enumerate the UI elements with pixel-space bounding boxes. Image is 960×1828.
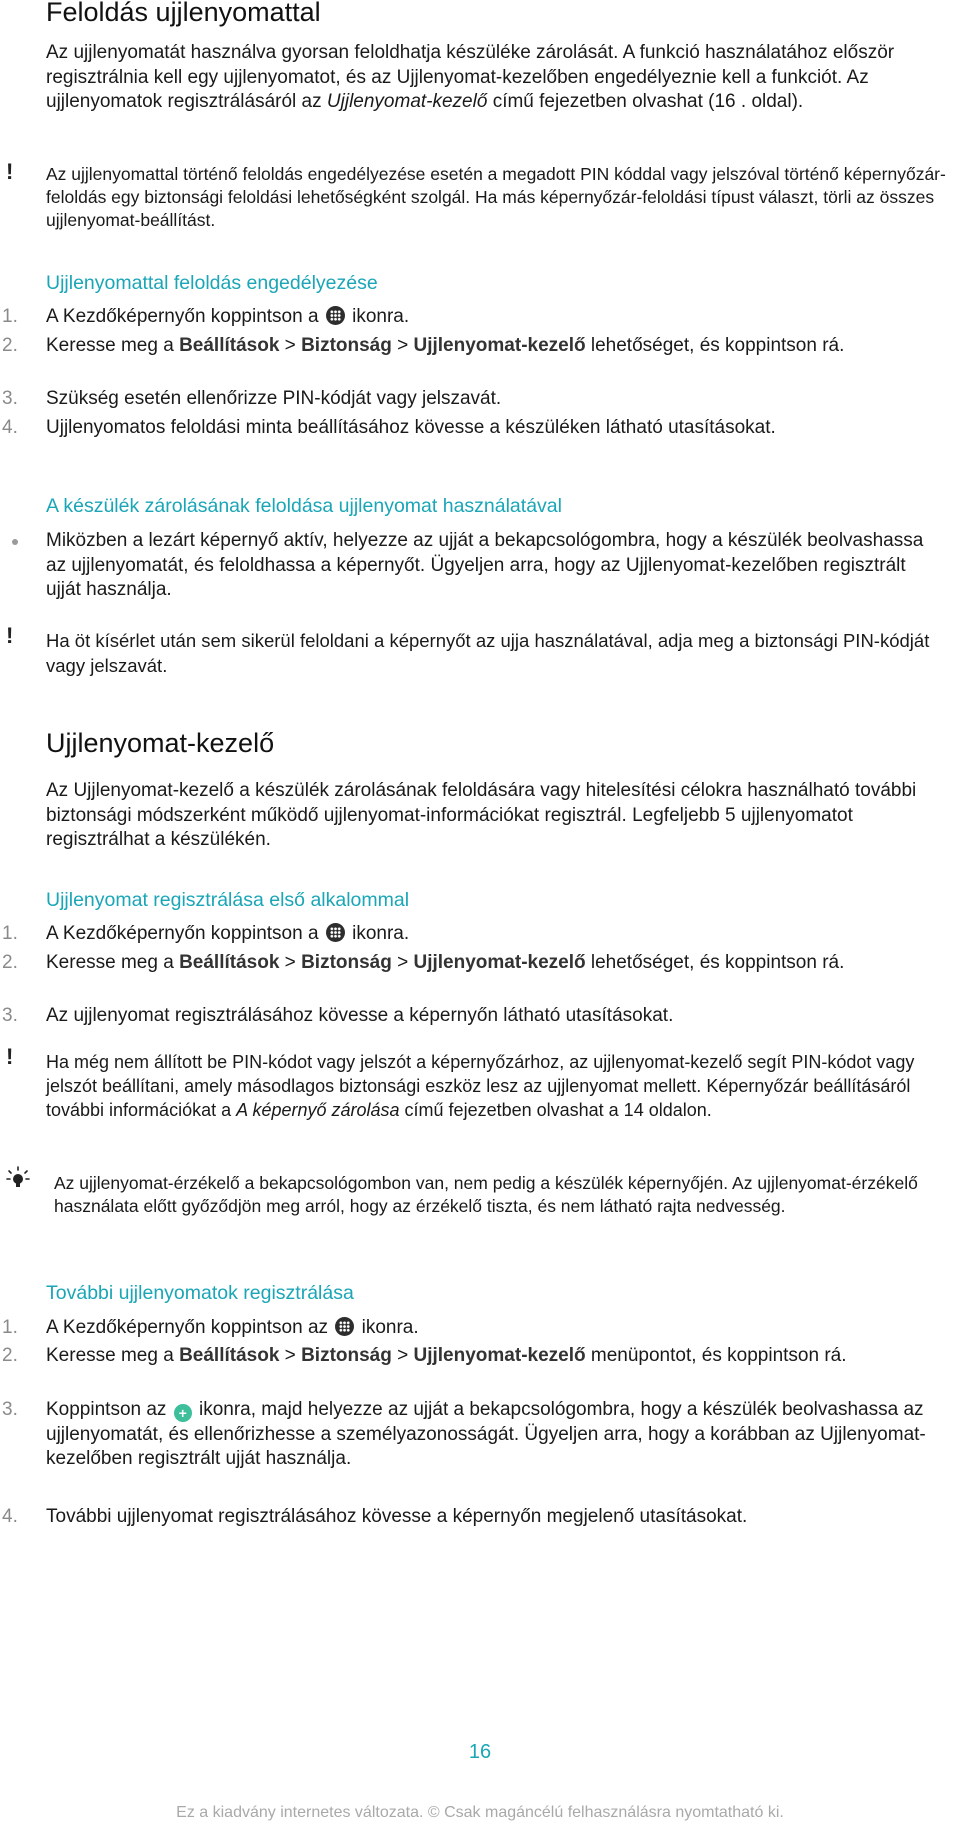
ui-path-fingerprint-manager: Ujjlenyomat-kezelő — [413, 335, 586, 356]
step-item — [46, 1344, 926, 1369]
lightbulb-icon — [6, 1166, 30, 1190]
step-number: 4. — [2, 417, 18, 438]
step-item: További ujjlenyomat regisztrálásához kövesse a képernyőn megjelenő utasításokat. — [46, 1506, 748, 1527]
step-item — [46, 305, 926, 330]
step-number: 3. — [2, 1399, 18, 1420]
step-number: 2. — [2, 952, 18, 973]
step-text: Koppintson az — [46, 1399, 172, 1420]
step-text: A Kezdőképernyőn koppintson a — [46, 306, 324, 327]
path-separator: > — [279, 335, 302, 356]
apps-grid-icon — [326, 306, 345, 325]
intro-paragraph: Az Ujjlenyomat-kezelő a készülék zárolásának feloldására vagy hitelesítési célokra használható további biztonsági módszerként működő ujjlenyomat-információkat regisztrál. Legfeljebb 5 ujjlenyomatot regisztrálhat a készülékén. — [46, 780, 917, 850]
tip-note: Az ujjlenyomat-érzékelő a bekapcsológombon van, nem pedig a készülék képernyőjén. Az ujjlenyomat-érzékelő használata előtt győződjön meg arról, hogy az érzékelő tiszta, és nem látható rajta nedvesség. — [54, 1173, 918, 1216]
subheading-unlock-with-fingerprint: A készülék zárolásának feloldása ujjlenyomat használatával — [46, 495, 562, 517]
step-number: 2. — [2, 335, 18, 356]
step-text: ikonra. — [346, 923, 410, 944]
subheading-first-registration: Ujjlenyomat regisztrálása első alkalommal — [46, 889, 410, 911]
warning-icon: ! — [6, 623, 14, 648]
step-text: lehetőséget, és koppintson rá. — [585, 335, 845, 356]
chapter-reference-link[interactable]: Ujjlenyomat-kezelő — [326, 91, 488, 112]
path-separator: > — [391, 952, 414, 973]
step-text: A Kezdőképernyőn koppintson a — [46, 923, 324, 944]
step-number: 2. — [2, 1345, 18, 1366]
ui-path-fingerprint-manager: Ujjlenyomat-kezelő — [413, 1345, 586, 1366]
step-item: Ujjlenyomatos feloldási minta beállításához kövesse a készüléken látható utasításokat. — [46, 417, 776, 438]
bullet-icon — [12, 539, 18, 545]
step-text: Keresse meg a — [46, 952, 180, 973]
ui-path-security: Biztonság — [301, 1345, 392, 1366]
step-text: lehetőséget, és koppintson rá. — [585, 952, 845, 973]
warning-text: Ha még nem állított be PIN-kódot vagy jelszót a képernyőzárhoz, az ujjlenyomat-kezelő segít PIN-kódot vagy jelszót beállítani, amely másodlagos biztonsági eszköz lesz az ujjlenyomat mellett. Képernyőzár beállításáról további információkat a — [46, 1052, 915, 1120]
step-text: ikonra. — [346, 306, 410, 327]
apps-grid-icon — [326, 923, 345, 942]
step-item — [46, 1316, 926, 1341]
plus-circle-icon: + — [174, 1404, 192, 1422]
step-item — [46, 951, 926, 976]
step-number: 3. — [2, 1005, 18, 1026]
path-separator: > — [279, 1345, 302, 1366]
intro-text-end: című fejezetben olvashat (16 . oldal). — [487, 91, 804, 112]
bullet-paragraph: Miközben a lezárt képernyő aktív, helyezze az ujját a bekapcsológombra, hogy a készülék beolvashassa az ujjlenyomatát, és feloldhassa a képernyőt. Ügyeljen arra, hogy az Ujjlenyomat-kezelőben regisztrált ujját használja. — [46, 530, 924, 600]
step-text: ikonra, majd helyezze az ujját a bekapcsológombra, hogy a készülék beolvashassa az ujjlenyomatát, és ellenőrizhesse a személyazonosságát. Ügyeljen arra, hogy a korábban az Ujjlenyomat-kezelőben regisztrált ujját használja. — [46, 1399, 926, 1469]
path-separator: > — [279, 952, 302, 973]
ui-path-settings: Beállítások — [179, 335, 280, 356]
step-number: 1. — [2, 923, 18, 944]
warning-icon: ! — [6, 1044, 14, 1069]
path-separator: > — [391, 1345, 414, 1366]
apps-grid-icon — [335, 1317, 354, 1336]
path-separator: > — [391, 335, 414, 356]
step-item — [46, 334, 926, 359]
ui-path-security: Biztonság — [301, 335, 392, 356]
subheading-more-fingerprints: További ujjlenyomatok regisztrálása — [46, 1282, 354, 1304]
warning-note — [46, 1050, 951, 1122]
subheading-enable: Ujjlenyomattal feloldás engedélyezése — [46, 272, 378, 294]
page-footer: Ez a kiadvány internetes változata. © Csak magáncélú felhasználásra nyomtatható ki. — [176, 1804, 784, 1821]
ui-path-fingerprint-manager: Ujjlenyomat-kezelő — [413, 952, 586, 973]
step-text: menüpontot, és koppintson rá. — [585, 1345, 847, 1366]
intro-paragraph — [46, 41, 951, 115]
section-title-fingerprint-manager: Ujjlenyomat-kezelő — [46, 728, 275, 758]
warning-text-end: című fejezetben olvashat a 14 oldalon. — [399, 1100, 712, 1120]
step-item: Szükség esetén ellenőrizze PIN-kódját vagy jelszavát. — [46, 388, 502, 409]
warning-note: Az ujjlenyomattal történő feloldás engedélyezése esetén a megadott PIN kóddal vagy jelszóval történő képernyőzár-feloldás egy biztonsági feloldási lehetőségként szolgál. Ha más képernyőzár-feloldási típust választ, törli az összes ujjlenyomat-beállítást. — [46, 164, 946, 230]
step-number: 4. — [2, 1506, 18, 1527]
warning-note: Ha öt kísérlet után sem sikerül feloldani a képernyőt az ujja használatával, adja meg a biztonsági PIN-kódját vagy jelszavát. — [46, 630, 930, 676]
step-item — [46, 922, 926, 947]
ui-path-settings: Beállítások — [179, 1345, 280, 1366]
intro-text: Az ujjlenyomatát használva gyorsan feloldhatja készüléke zárolását. A funkció használatához először regisztrálnia kell egy ujjlenyomatot, és az Ujjlenyomat-kezelőben engedélyeznie kell a funkciót. Az ujjlenyomatok regisztrálásáról az — [46, 42, 895, 112]
step-text: Keresse meg a — [46, 1345, 180, 1366]
ui-path-security: Biztonság — [301, 952, 392, 973]
step-text: A Kezdőképernyőn koppintson az — [46, 1317, 334, 1338]
chapter-reference-link[interactable]: A képernyő zárolása — [236, 1100, 400, 1120]
step-item: Az ujjlenyomat regisztrálásához kövesse a képernyőn látható utasításokat. — [46, 1005, 674, 1026]
step-number: 1. — [2, 306, 18, 327]
section-title-unlock: Feloldás ujjlenyomattal — [46, 0, 321, 27]
step-text: ikonra. — [356, 1317, 419, 1338]
step-number: 3. — [2, 388, 18, 409]
step-item — [46, 1398, 926, 1472]
warning-icon: ! — [6, 159, 14, 184]
page-number: 16 — [468, 1741, 492, 1763]
step-text: Keresse meg a — [46, 335, 180, 356]
step-number: 1. — [2, 1317, 18, 1338]
ui-path-settings: Beállítások — [179, 952, 280, 973]
